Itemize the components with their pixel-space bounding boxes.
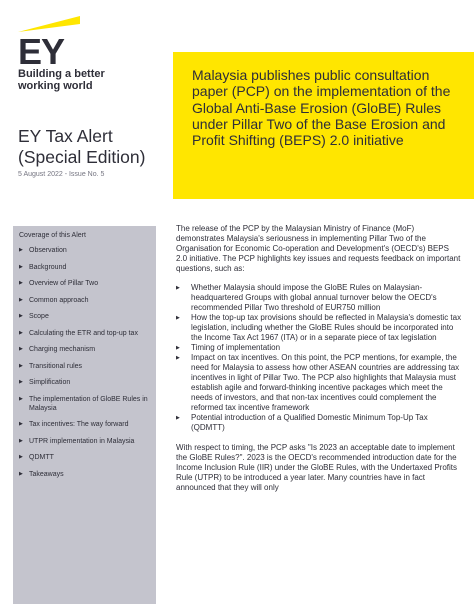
triangle-right-icon: ▶	[19, 313, 23, 319]
coverage-item-overview-pillar-two[interactable]	[19, 279, 150, 288]
alert-title-line: (Special Edition)	[18, 147, 146, 167]
coverage-item-label: Transitional rules	[29, 362, 83, 370]
coverage-item-simplification[interactable]	[19, 378, 150, 387]
ey-logo-mark	[18, 16, 80, 66]
coverage-item-label: Takeaways	[29, 470, 64, 478]
article-body	[176, 224, 462, 502]
coverage-item-etr-top-up-tax[interactable]	[19, 329, 150, 338]
coverage-item-label: QDMTT	[29, 454, 54, 461]
triangle-right-icon: ▶	[19, 280, 23, 286]
coverage-list	[19, 246, 150, 479]
alert-title	[18, 126, 168, 168]
ey-tagline	[18, 68, 138, 92]
coverage-item-takeaways[interactable]	[19, 470, 150, 479]
coverage-item-label: Simplification	[29, 379, 71, 386]
triangle-right-icon: ▶	[19, 247, 23, 253]
alert-date-issue: 5 August 2022 - Issue No. 5	[18, 171, 105, 178]
coverage-item-globe-malaysia[interactable]	[19, 395, 150, 413]
headline-text: Malaysia publishes public consultation paper (PCP) on the implementation of the Global Anti-Base Erosion (GloBE) Rules under Pillar Two of the Base Erosion and Profit Shifting (BEPS) 2.0 initiative	[192, 67, 451, 149]
key-issue-item	[176, 313, 462, 343]
ey-logo-text: EY	[18, 31, 65, 66]
coverage-item-label: Overview of Pillar Two	[29, 280, 99, 287]
coverage-item-transitional-rules[interactable]	[19, 362, 150, 371]
ey-tagline-line: working world	[18, 80, 93, 92]
triangle-right-icon: ▶	[19, 395, 23, 402]
key-issue-text: Impact on tax incentives. On this point, the PCP mentions, for example, the need for Malaysia to assess how other ASEAN countries are addressing tax incentives in light of Pillar Two. The PCP also highlights that Malaysia must establish agile and forward-thinking incentive packages which meet the needs of investors, and that non-tax incentives could complement the reformed tax incentive framework	[191, 353, 460, 412]
coverage-item-charging-mechanism[interactable]	[19, 345, 150, 354]
coverage-item-observation[interactable]	[19, 246, 150, 255]
key-issues-list	[176, 283, 462, 433]
triangle-right-icon: ▶	[19, 437, 23, 444]
key-issue-text: How the top-up tax provisions should be reflected in Malaysia's domestic tax legislation, including whether the GloBE Rules should be incorporated into the Income Tax Act 1967 (ITA) or in a separate piece of tax legislation	[191, 313, 462, 342]
coverage-item-label: Calculating the ETR and top-up tax	[29, 329, 138, 337]
key-issue-text: Timing of implementation	[191, 343, 281, 352]
coverage-item-label: Charging mechanism	[29, 346, 96, 353]
coverage-item-label: Tax incentives: The way forward	[29, 421, 129, 428]
triangle-right-icon: ▶	[19, 296, 23, 303]
key-issue-text: Whether Malaysia should impose the GloBE Rules on Malaysian-headquartered Groups with global annual turnover below the OECD's recommended Pillar Two threshold of EUR750 million	[191, 283, 437, 312]
intro-paragraph: The release of the PCP by the Malaysian Ministry of Finance (MoF) demonstrates Malaysia's seriousness in implementing Pillar Two of the Organisation for Economic Co-operation and Development's (OECD's) BEPS 2.0 initiative. The PCP highlights key issues and requests feedback on important questions, such as:	[176, 224, 461, 273]
triangle-right-icon: ▶	[19, 470, 23, 477]
coverage-item-utpr-malaysia[interactable]	[19, 437, 150, 446]
key-issue-item	[176, 343, 462, 353]
coverage-title: Coverage of this Alert	[19, 232, 86, 239]
coverage-item-label: Scope	[29, 313, 49, 320]
triangle-right-icon: ▶	[176, 355, 180, 361]
triangle-right-icon: ▶	[176, 345, 180, 351]
coverage-item-label: Background	[29, 263, 67, 271]
ey-tagline-line: Building a better	[18, 68, 105, 80]
triangle-right-icon: ▶	[19, 454, 23, 460]
coverage-item-label: The implementation of GloBE Rules in Malaysia	[29, 395, 148, 412]
closing-paragraph: With respect to timing, the PCP asks "Is 2023 an acceptable date to implement the GloBE Rules?". 2023 is the OECD's recommended introduction date for the Income Inclusion Rule (IIR) under the GloBE Rules, with the Undertaxed Profits Rule (UTPR) to be introduced a year later. Many countries have in fact announced that they will only	[176, 443, 458, 492]
coverage-item-tax-incentives[interactable]	[19, 420, 150, 429]
triangle-right-icon: ▶	[176, 415, 180, 421]
triangle-right-icon: ▶	[19, 263, 23, 270]
key-issue-item	[176, 283, 462, 313]
key-issue-item	[176, 413, 462, 433]
alert-title-line: EY Tax Alert	[18, 126, 113, 146]
triangle-right-icon: ▶	[19, 379, 23, 385]
coverage-item-background[interactable]	[19, 263, 150, 272]
headline-box	[173, 52, 474, 199]
triangle-right-icon: ▶	[19, 346, 23, 352]
key-issue-item	[176, 353, 462, 413]
triangle-right-icon: ▶	[176, 285, 180, 291]
key-issue-text: Potential introduction of a Qualified Domestic Minimum Top-Up Tax (QDMTT)	[191, 413, 428, 432]
coverage-sidebar	[13, 226, 156, 604]
ey-logo	[18, 16, 138, 96]
coverage-item-label: Common approach	[29, 296, 89, 304]
triangle-right-icon: ▶	[19, 329, 23, 336]
ey-logo-beam	[18, 16, 80, 32]
triangle-right-icon: ▶	[19, 362, 23, 369]
coverage-item-scope[interactable]	[19, 312, 150, 321]
triangle-right-icon: ▶	[19, 421, 23, 427]
triangle-right-icon: ▶	[176, 315, 180, 321]
coverage-item-label: UTPR implementation in Malaysia	[29, 437, 135, 445]
coverage-item-common-approach[interactable]	[19, 296, 150, 305]
coverage-item-qdmtt[interactable]	[19, 453, 150, 462]
coverage-item-label: Observation	[29, 247, 67, 254]
